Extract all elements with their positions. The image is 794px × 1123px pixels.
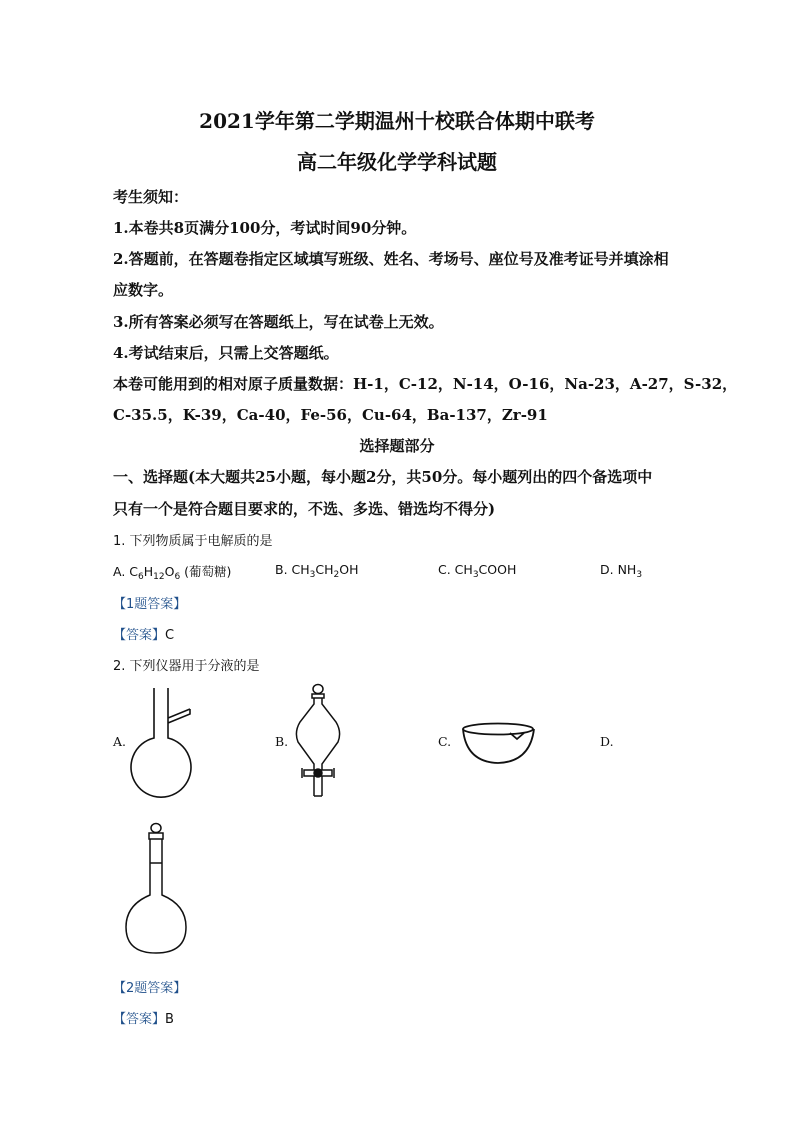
question-1-answer (113, 624, 174, 643)
question-2-stem: 2. 下列仪器用于分液的是 (113, 659, 260, 674)
question-2-option-b-label: B. (275, 734, 289, 749)
exam-subtitle: 高二年级化学学科试题 (297, 150, 497, 174)
evaporating-dish-icon (460, 722, 538, 766)
notice-heading: 考生须知： (113, 188, 189, 206)
answer-value: C (165, 628, 175, 643)
answer-label: 【答案】 (113, 1012, 166, 1027)
question-2-option-a-label: A. (113, 734, 127, 749)
question-2-answer (113, 1008, 174, 1027)
distilling-flask-icon (128, 688, 198, 796)
answer-label: 【答案】 (113, 628, 166, 643)
question-1-option-d: D. $NH_3$ (600, 562, 643, 580)
section-title: 选择题部分 (359, 437, 435, 455)
question-1-stem: 1. 下列物质属于电解质的是 (113, 534, 273, 549)
notice-item-1: 1.本卷共8页满分100分，考试时间90分钟。 (113, 219, 417, 237)
question-1-option-c: C. $CH_3COOH$ (438, 562, 517, 580)
notice-item-2-line1: 2.答题前，在答题卷指定区域填写班级、姓名、考场号、座位号及准考证号并填涂相 (113, 250, 669, 268)
notice-item-2-line2: 应数字。 (113, 281, 174, 299)
question-1-answer-tag: 【1题答案】 (113, 597, 187, 612)
notice-item-4: 4.考试结束后，只需上交答题纸。 (113, 344, 339, 362)
separatory-funnel-icon (292, 684, 344, 798)
question-2-option-d-label: D. (600, 734, 614, 749)
question-1-option-b: B. $CH_3CH_2OH$ (275, 562, 359, 580)
atomic-masses-line2: C-35.5，K-39，Ca-40，Fe-56，Cu-64，Ba-137，Zr-91 (113, 406, 548, 424)
question-2-answer-tag: 【2题答案】 (113, 981, 187, 996)
answer-value: B (165, 1012, 174, 1027)
exam-title: 2021学年第二学期温州十校联合体期中联考 (199, 109, 595, 133)
question-1-option-a: A. $C_6H_{12}O_6$ (葡萄糖) (113, 564, 232, 582)
notice-item-3: 3.所有答案必须写在答题纸上，写在试卷上无效。 (113, 313, 444, 331)
atomic-masses-line1: 本卷可能用到的相对原子质量数据：H-1，C-12，N-14，O-16，Na-23，A-27，S-32， (113, 375, 738, 393)
section-instructions-line2: 只有一个是符合题目要求的，不选、多选、错选均不得分) (113, 500, 496, 518)
section-instructions-line1: 一、选择题(本大题共25小题，每小题2分，共50分。每小题列出的四个备选项中 (113, 468, 653, 486)
volumetric-flask-icon (122, 823, 194, 955)
question-2-option-c-label: C. (438, 734, 452, 749)
